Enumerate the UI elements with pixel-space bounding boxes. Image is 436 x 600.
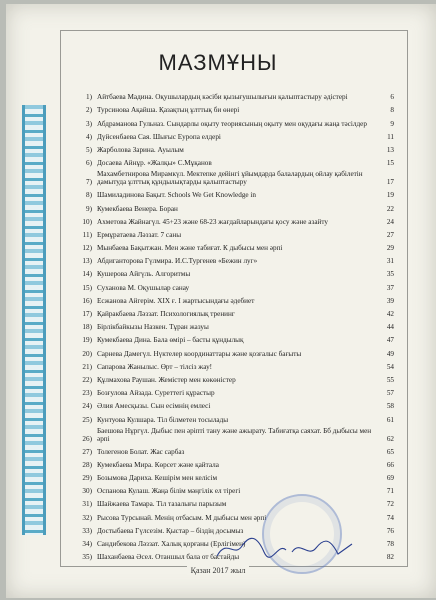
entry-number: 24): [82, 402, 92, 411]
entry-page: 72: [386, 500, 394, 509]
entry-title: Есжанова Айгерім. XIX ғ. I жартысындағы әдебиет: [97, 297, 382, 305]
entry-number: 7): [86, 178, 92, 187]
toc-entry: [74, 128, 394, 141]
entry-page: 19: [386, 191, 394, 200]
entry-page: 57: [386, 389, 394, 398]
entry-number: 2): [86, 106, 92, 115]
entry-number: 9): [86, 204, 92, 213]
entry-title: Рысова Турсынай. Менің отбасым. М дыбысы мен әрпі: [97, 514, 382, 522]
entry-page: 11: [387, 132, 394, 141]
entry-title: Абдиганторова Гүлмира. И.С.Тургенев «Бежин луг»: [97, 257, 382, 265]
page-title: МАЗМҰНЫ: [158, 50, 278, 75]
entry-title: Дүйсенбаева Сая. Шығыс Еуропа елдері: [97, 133, 382, 141]
entry-title: Достыбаева Гүлсезім. Қыстар – біздің досымыз: [97, 527, 382, 535]
entry-number: 8): [86, 191, 92, 200]
entry-page: 27: [386, 230, 394, 239]
entry-number: 30): [82, 487, 92, 496]
entry-number: 18): [82, 323, 92, 332]
toc-entry: [74, 495, 394, 508]
entry-title: Турсинова Ақайша. Қазақтың ұлттық би өнері: [97, 106, 382, 114]
entry-number: 14): [82, 270, 92, 279]
entry-title: Кумекбаева Дина. Бала өмірі – басты құндылық: [97, 336, 382, 344]
entry-title: Оспанова Кулаш. Жаңа білім мәңгілік ел тірегі: [97, 487, 382, 495]
entry-page: 58: [386, 402, 394, 411]
toc-entry: [74, 424, 394, 443]
toc-entry: [74, 344, 394, 357]
entry-page: 15: [386, 159, 394, 168]
entry-number: 16): [82, 296, 92, 305]
entry-title: Мынбаева Бақытжан. Мен және табиғат. К дыбысы мен әрпі: [97, 244, 382, 252]
entry-number: 5): [86, 145, 92, 154]
entry-number: 20): [82, 349, 92, 358]
entry-title: Кушерова Айгүль. Алгоритмы: [97, 270, 382, 278]
entry-page: 74: [386, 513, 394, 522]
toc-entry: [74, 226, 394, 239]
toc-entry: [74, 358, 394, 371]
entry-page: 29: [386, 244, 394, 253]
entry-page: 6: [390, 93, 394, 102]
toc-entry: [74, 371, 394, 384]
toc-entry: [74, 213, 394, 226]
entry-title: Құлмахова Раушан. Жемістер мен көкөністер: [97, 376, 382, 384]
entry-page: 54: [386, 362, 394, 371]
entry-number: 19): [82, 336, 92, 345]
entry-page: 78: [386, 540, 394, 548]
toc-entry: [74, 167, 394, 186]
entry-page: 55: [386, 375, 394, 384]
entry-title: Толегенов Болат. Жас сарбаз: [97, 448, 382, 456]
entry-title: Айтбаева Мадина. Оқушылардың кәсіби қызығушылығын қалыптастыру әдістері: [97, 93, 382, 101]
toc-entry: [74, 278, 394, 291]
entry-number: 28): [82, 460, 92, 469]
entry-page: 65: [386, 447, 394, 456]
entry-number: 29): [82, 474, 92, 483]
entry-title: Шамиладинова Бақыт. Schools We Get Knowledge in: [97, 191, 382, 199]
entry-number: 17): [82, 310, 92, 318]
toc-entry: [74, 318, 394, 331]
toc-entry: [74, 101, 394, 114]
toc-entry: [74, 265, 394, 278]
toc-entry: [74, 443, 394, 456]
entry-page: 35: [386, 270, 394, 279]
entry-number: 33): [82, 526, 92, 535]
toc-entry: [74, 292, 394, 305]
toc-entry: [74, 384, 394, 397]
toc-entry: [74, 141, 394, 154]
entry-title: Кумекбаева Мира. Көрсет және қайтала: [97, 461, 382, 469]
entry-page: 22: [386, 204, 394, 213]
entry-number: 4): [86, 132, 92, 141]
toc-entry: [74, 456, 394, 469]
entry-page: 71: [386, 487, 394, 496]
toc-entry: [74, 199, 394, 212]
entry-title: Кумекбаева Венера. Боран: [97, 205, 382, 213]
entry-page: 31: [386, 257, 394, 266]
entry-title: Ахметова Жайнагүл. 45+23 және 68-23 жағдайларындағы қосу және азайту: [97, 218, 382, 226]
entry-title: Шаханбаева Әсел. Отаншыл бала от бастайды: [97, 553, 382, 561]
entry-title: Сарнева Дамегүл. Нүктелер координаттары және қозғалыс бағыты: [97, 350, 382, 358]
entry-number: 3): [86, 119, 92, 128]
table-of-contents: [74, 88, 394, 561]
toc-entry: [74, 469, 394, 482]
entry-page: 61: [386, 415, 394, 424]
toc-entry: [74, 252, 394, 265]
entry-page: 9: [390, 119, 394, 128]
decorative-border: [22, 105, 46, 535]
entry-title: Махамбетнирова Мирамкүл. Мектепке дейінгі ұйымдарда балалардың ойлау қабілетін дамытуда ұлттық құндылықтарды қалыптастыру: [97, 170, 382, 186]
entry-number: 25): [82, 415, 92, 424]
toc-entry: [74, 482, 394, 495]
entry-page: 62: [386, 434, 394, 443]
entry-page: 76: [386, 526, 394, 535]
toc-entry: [74, 508, 394, 521]
entry-number: 31): [82, 500, 92, 509]
entry-title: Бозымова Дариха. Кешірім мен келісім: [97, 474, 382, 482]
entry-title: Кунтуова Кулшара. Тіл білметен тосылады: [97, 416, 382, 424]
entry-page: 69: [386, 474, 394, 483]
entry-title: Суханова М. Оқушылар санау: [97, 284, 382, 292]
entry-number: 11): [82, 230, 92, 239]
entry-number: 35): [82, 553, 92, 562]
toc-entry: [74, 114, 394, 127]
entry-title: Баешова Нұргүл. Дыбыс пен әріпті тану және ажырату. Табиғатқа саяхат. Бб дыбысы мен әрпі: [97, 427, 382, 443]
toc-entry: [74, 88, 394, 101]
entry-page: 66: [386, 460, 394, 469]
entry-page: 37: [386, 283, 394, 292]
entry-page: 39: [386, 296, 394, 305]
entry-page: 42: [386, 310, 394, 318]
entry-number: 1): [86, 93, 92, 102]
entry-title: Бірлікбайкызы Назкен. Тұран жазуы: [97, 323, 382, 331]
entry-page: 49: [386, 349, 394, 358]
entry-page: 82: [386, 553, 394, 562]
entry-page: 24: [386, 217, 394, 226]
entry-number: 12): [82, 244, 92, 253]
signature: [212, 528, 362, 568]
entry-number: 32): [82, 513, 92, 522]
toc-entry: [74, 397, 394, 410]
footer-date: Қазан 2017 жыл: [0, 566, 436, 575]
toc-entry: [74, 410, 394, 423]
entry-number: 10): [82, 217, 92, 226]
entry-number: 23): [82, 389, 92, 398]
entry-number: 21): [82, 362, 92, 371]
entry-title: Бозғулова Айзада. Суреттегі құрастыр: [97, 389, 382, 397]
entry-page: 8: [390, 106, 394, 115]
entry-number: 27): [82, 447, 92, 456]
entry-page: 17: [386, 178, 394, 187]
entry-number: 13): [82, 257, 92, 266]
toc-entry: [74, 239, 394, 252]
entry-page: 13: [386, 145, 394, 154]
entry-number: 34): [82, 540, 92, 548]
toc-entry: [74, 154, 394, 167]
entry-number: 6): [86, 159, 92, 168]
entry-title: Сапарова Жанылыс. Өрт – тілсіз жау!: [97, 363, 382, 371]
entry-title: Шайжаева Тамара. Тіл тазалығы парызым: [97, 500, 382, 508]
entry-title: Әлия Амесқызы. Сын есімнің емлесі: [97, 402, 382, 410]
entry-number: 22): [82, 375, 92, 384]
entry-title: Абдраманова Гульназ. Сындарлы оқыту теориясының оқыту мен оқудағы жаңа тәсілдер: [97, 120, 382, 128]
toc-entry: [74, 305, 394, 318]
entry-title: Досаева Айнұр. «Жалқы» С.Мұқанов: [97, 159, 382, 167]
entry-title: Ермұратаева Ләззат. 7 саны: [97, 231, 382, 239]
entry-title: Қайракбаева Ләззат. Психологиялық тренинг: [97, 310, 382, 318]
entry-number: 26): [82, 434, 92, 443]
entry-title: Сандибекова Ләззат. Халық қорғаны (Ерлігімен): [97, 540, 382, 548]
toc-entry: [74, 331, 394, 344]
toc-entry: [74, 186, 394, 199]
entry-page: 47: [386, 336, 394, 345]
entry-title: Жарболова Зарина. Ауылым: [97, 146, 382, 154]
entry-page: 44: [386, 323, 394, 332]
entry-number: 15): [82, 283, 92, 292]
